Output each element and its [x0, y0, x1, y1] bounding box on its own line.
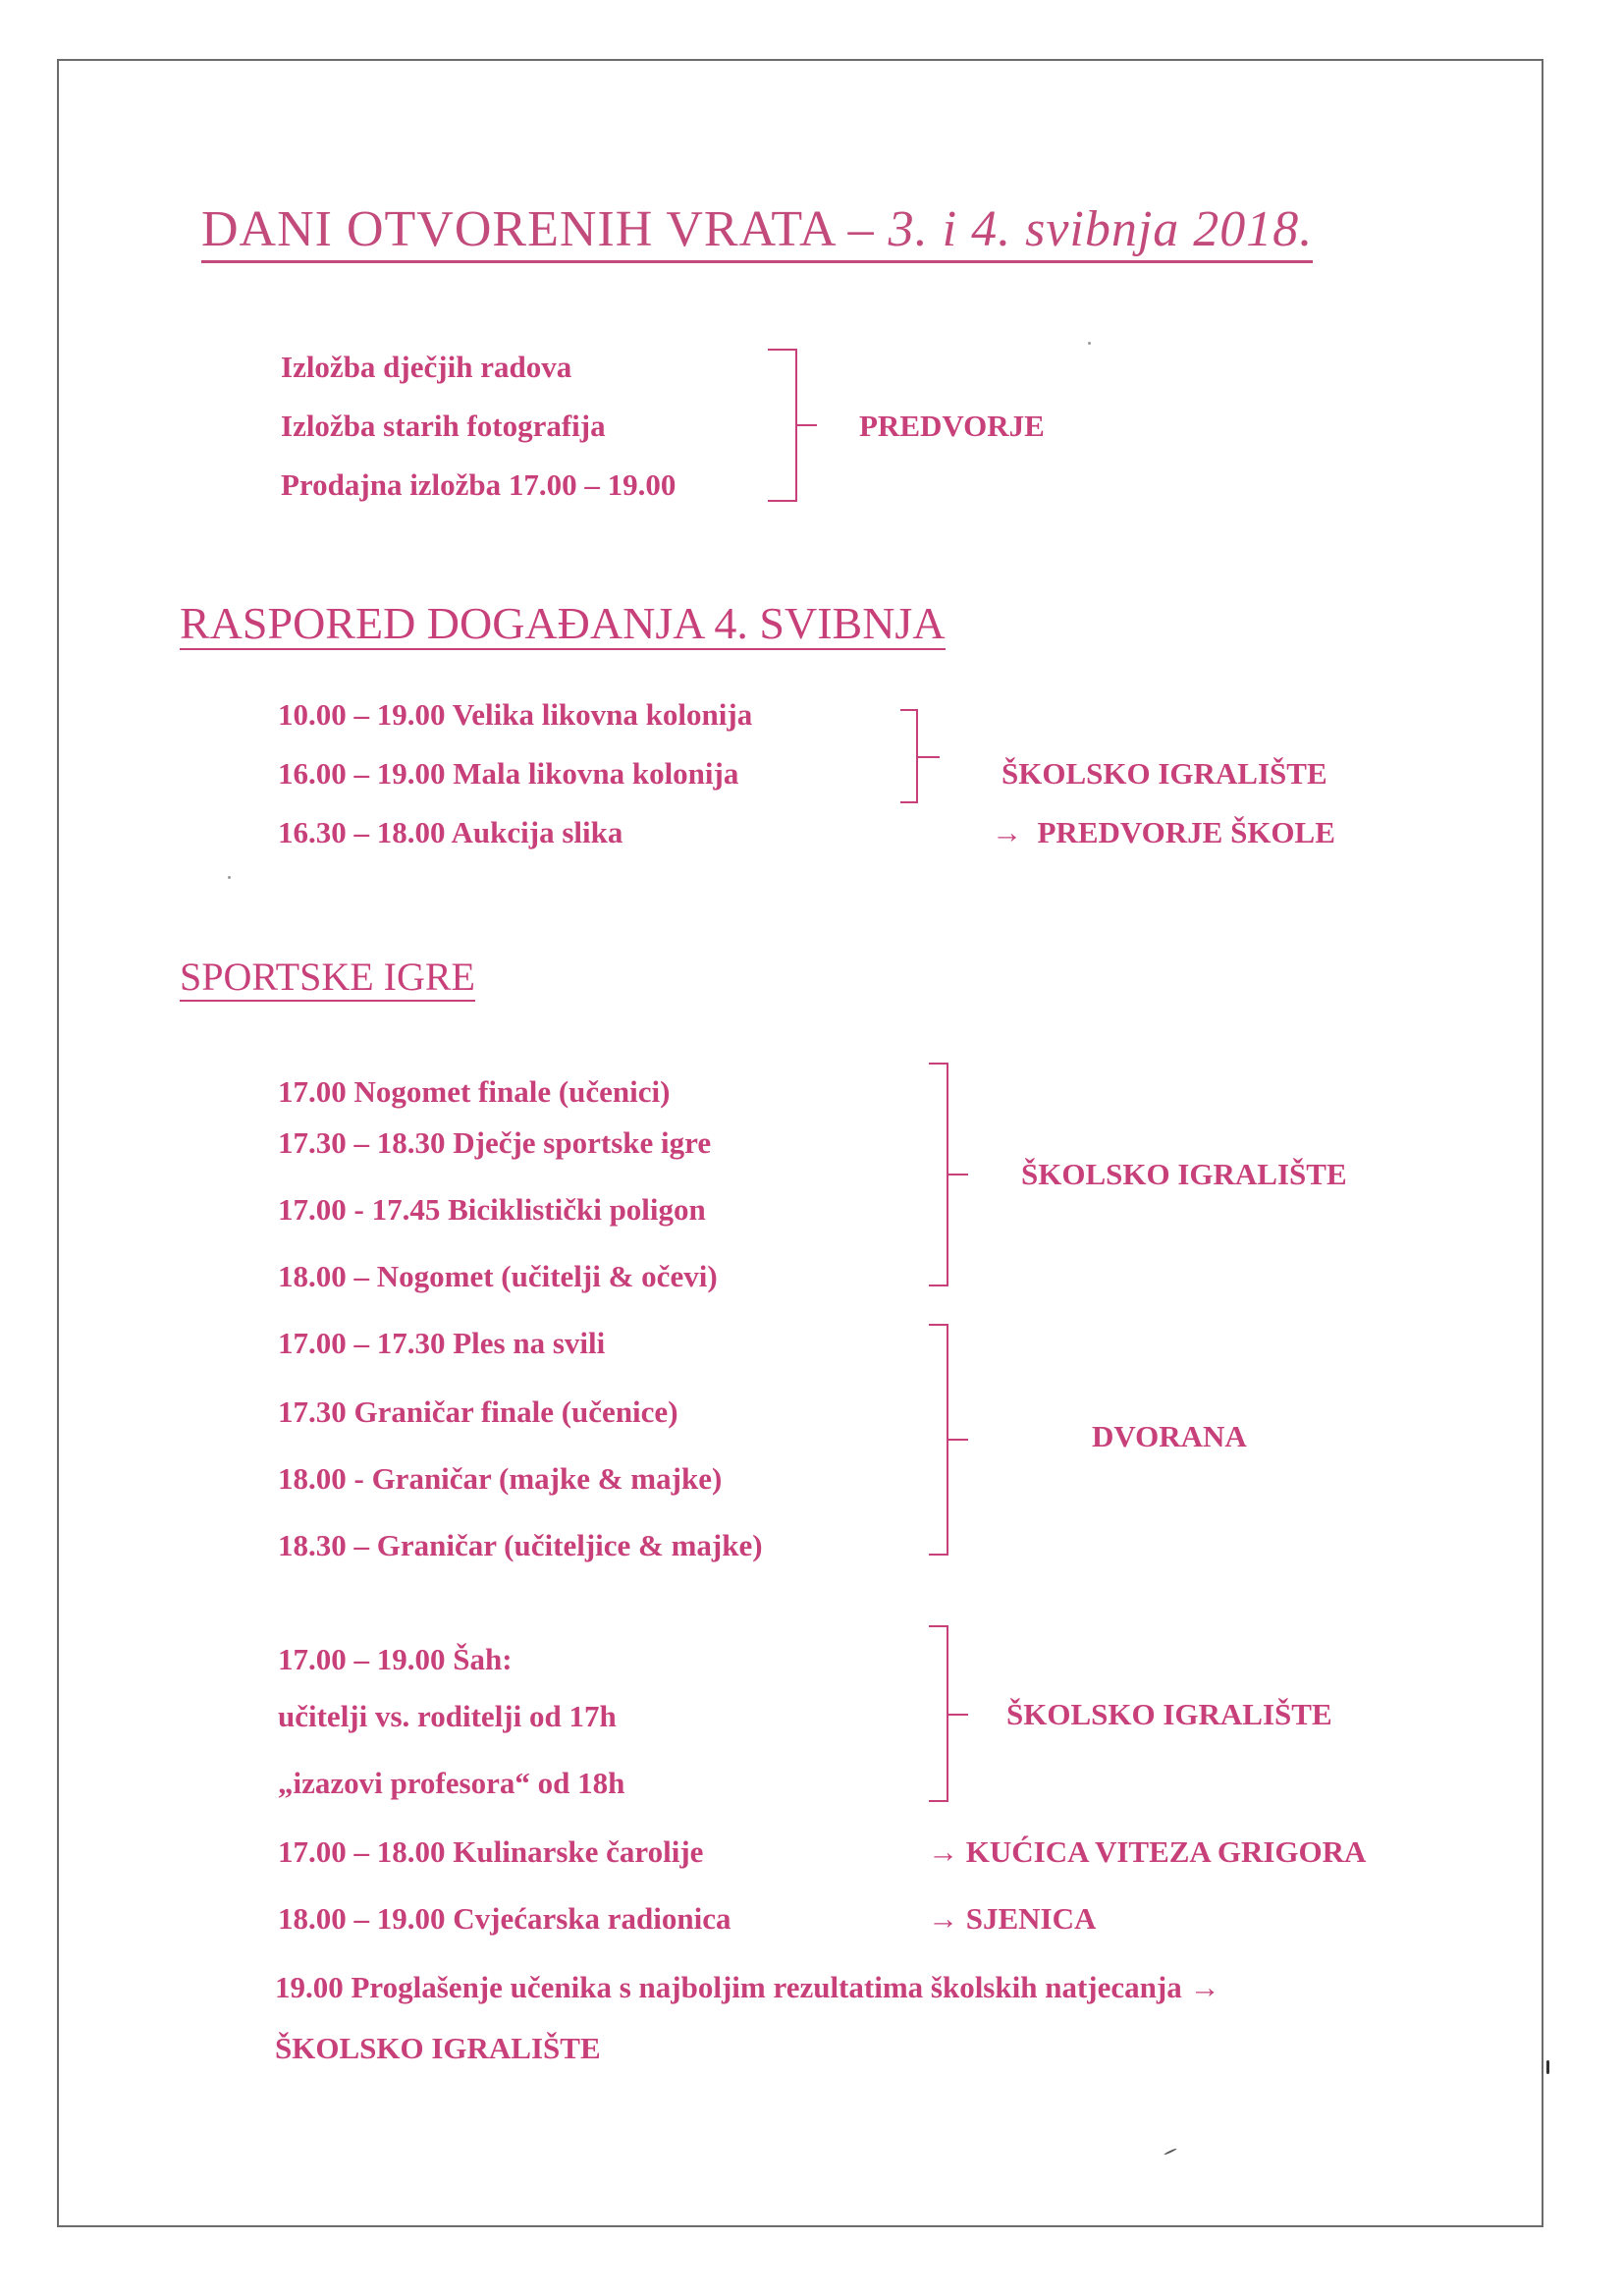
sports-group1-item: 17.30 – 18.30 Dječje sportske igre	[278, 1125, 712, 1160]
exhibition-item: Izložba starih fotografija	[281, 409, 606, 443]
extra-item: 18.00 – 19.00 Cvjećarska radionica	[278, 1901, 731, 1936]
auction-location-label: PREDVORJE ŠKOLE	[1037, 815, 1335, 849]
extra-item: 17.00 – 18.00 Kulinarske čarolije	[278, 1834, 704, 1869]
schedule-heading: RASPORED DOGAĐANJA 4. SVIBNJA	[180, 598, 946, 648]
schedule-item: 16.00 – 19.00 Mala likovna kolonija	[278, 756, 739, 791]
scan-speck	[1088, 342, 1091, 345]
sports-group3-bracket-tick	[948, 1714, 968, 1716]
schedule-item: 16.30 – 18.00 Aukcija slika	[278, 815, 623, 849]
schedule-bracket	[900, 709, 918, 803]
sports-group1-item: 17.00 Nogomet finale (učenici)	[278, 1074, 671, 1109]
exhibition-bracket-tick	[797, 424, 817, 426]
exhibition-bracket	[768, 349, 797, 502]
arrow-right-icon: →	[1189, 1970, 1220, 2004]
arrow-right-icon: →	[992, 815, 1022, 849]
arrow-right-icon: →	[928, 1901, 958, 1936]
sports-group3-item: 17.00 – 19.00 Šah:	[278, 1642, 513, 1676]
sports-group1-item: 18.00 – Nogomet (učitelji & očevi)	[278, 1259, 718, 1293]
arrow-right-icon: →	[928, 1834, 958, 1869]
sports-heading: SPORTSKE IGRE	[180, 955, 475, 1002]
schedule-location: ŠKOLSKO IGRALIŠTE	[1001, 756, 1327, 791]
sports-group3-item: učitelji vs. roditelji od 17h	[278, 1699, 617, 1733]
extra-item-location	[928, 1834, 1366, 1870]
title-main: DANI OTVORENIH VRATA –	[201, 201, 875, 257]
sports-group3-item: „izazovi profesora“ od 18h	[278, 1766, 625, 1800]
extra-location-label: SJENICA	[965, 1901, 1097, 1936]
sports-group1-item: 17.00 - 17.45 Biciklistički poligon	[278, 1192, 706, 1227]
sports-group2-item: 18.00 - Graničar (majke & majke)	[278, 1461, 723, 1496]
extra-location-label: KUĆICA VITEZA GRIGORA	[965, 1834, 1367, 1869]
schedule-auction-location	[992, 815, 1335, 850]
sports-group2-bracket-tick	[948, 1439, 968, 1441]
sports-group2-location: DVORANA	[1092, 1419, 1247, 1453]
exhibition-item: Izložba dječjih radova	[281, 350, 572, 384]
scan-speck	[1546, 2060, 1549, 2074]
exhibition-location: PREDVORJE	[859, 409, 1045, 443]
sports-group2-item: 17.00 – 17.30 Ples na svili	[278, 1326, 606, 1360]
final-location: ŠKOLSKO IGRALIŠTE	[275, 2031, 601, 2065]
sports-group2-item: 17.30 Graničar finale (učenice)	[278, 1394, 678, 1429]
extra-item-location	[928, 1901, 1096, 1937]
page-title	[201, 201, 1313, 263]
final-line	[275, 1970, 1219, 2005]
sports-group1-location: ŠKOLSKO IGRALIŠTE	[1021, 1157, 1347, 1191]
sports-group2-item: 18.30 – Graničar (učiteljice & majke)	[278, 1528, 763, 1562]
sports-group1-bracket	[929, 1063, 948, 1286]
sports-group2-bracket	[929, 1324, 948, 1556]
scan-speck	[228, 876, 231, 879]
final-line-text: 19.00 Proglašenje učenika s najboljim rezultatima školskih natjecanja	[275, 1970, 1182, 2004]
sports-group1-bracket-tick	[948, 1174, 968, 1175]
schedule-item: 10.00 – 19.00 Velika likovna kolonija	[278, 697, 753, 732]
sports-group3-location: ŠKOLSKO IGRALIŠTE	[1006, 1697, 1332, 1731]
exhibition-item: Prodajna izložba 17.00 – 19.00	[281, 467, 677, 502]
title-date: 3. i 4. svibnja 2018.	[888, 201, 1314, 257]
sports-group3-bracket	[929, 1625, 948, 1802]
schedule-bracket-tick	[918, 756, 940, 758]
